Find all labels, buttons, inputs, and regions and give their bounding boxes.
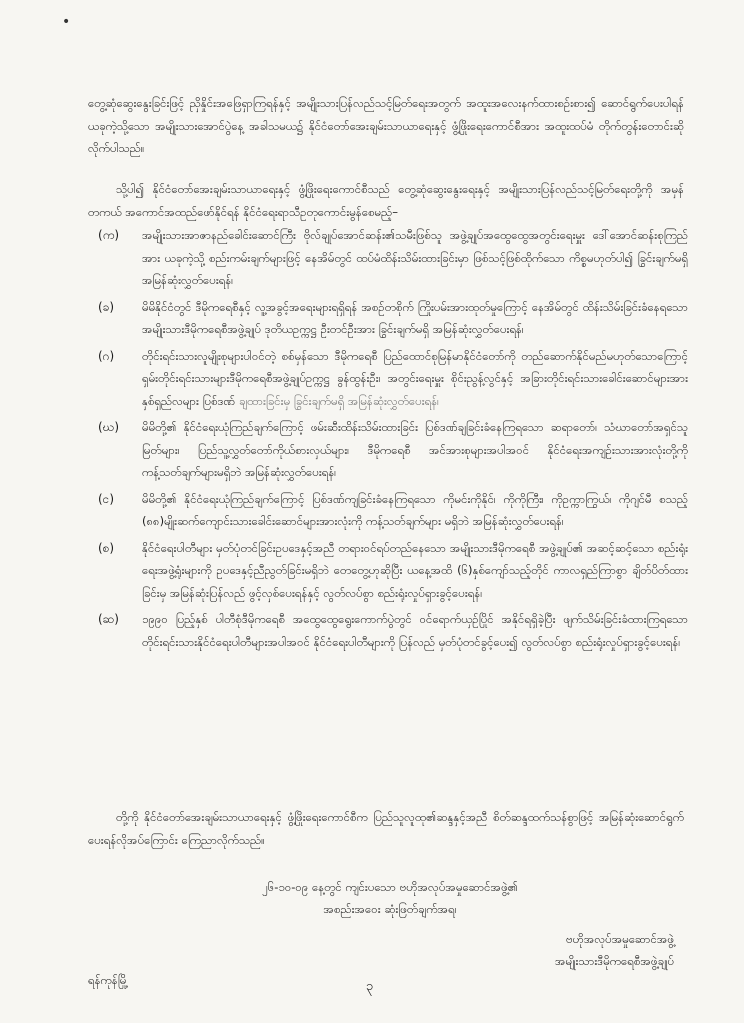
list-item	[88, 224, 688, 292]
list-item-number: (က)	[98, 228, 120, 242]
list-item-text: မိမိနိုင်ငံတွင် ဒီမိုကရေစီနှင့် လူ့အခွင့်အရေးများရရှိရန် အစဉ်တစိုက် ကြိုးပမ်းအားထုတ်မှုကြောင့် နေအိမ်တွင် ထိန်းသိမ်းခြင်းခံနေရသော အမျိုးသားဒီမိုကရေစီအဖွဲ့ချုပ် ဒုတိယဥက္ကဋ္ဌ ဦးတင်ဦးအား ခြွင်းချက်မရှိ အမြန်ဆုံးလွှတ်ပေးရန်၊	[142, 299, 688, 336]
list-item-number: (ဆ)	[98, 612, 119, 626]
list-item-number: (စ)	[98, 540, 115, 555]
list-item	[88, 608, 688, 653]
list-item	[88, 488, 688, 533]
list-item-number: (င)	[98, 491, 115, 506]
signature-line-2: အမျိုးသားဒီမိုကရေစီအဖွဲ့ချုပ်	[554, 954, 674, 968]
list-item-number: (ခ)	[98, 299, 115, 314]
dateline-line-2: အစည်းအဝေး ဆုံးဖြတ်ချက်အရ၊	[323, 902, 457, 916]
place-name: ရန်ကုန်မြို့	[88, 973, 129, 987]
list-item-number: (ဃ)	[98, 420, 120, 434]
dateline	[180, 876, 600, 920]
list-item-text: တိုင်းရင်းသားလူမျိုးစုများပါဝင်တဲ့ စစ်မှန်သော ဒီမိုကရေစီ ပြည်ထောင်စုမြန်မာနိုင်ငံတော်ကို တည်ဆောက်နိုင်မည်မဟုတ်သောကြောင့် ရှမ်းတိုင်းရင်းသားများဒီမိုကရေစီအဖွဲ့ချုပ်ဥက္ကဋ္ဌ ခွန်ထွန်းဦး၊ အတွင်းရေးမှူး စိုင်းညွန့်လွင်နှင့် အခြားတိုင်းရင်းသားခေါင်းဆောင်များအား နှစ်ရှည်လများ ပြစ်ဒဏ် ချထားခြင်းမှ ခြွင်းချက်မရှိ အမြန်ဆုံးလွှတ်ပေးရန်၊	[142, 348, 688, 408]
list-item	[88, 416, 688, 484]
list-item-text: အမျိုးသားအာဇာနည်ခေါင်းဆောင်ကြီး ဗိုလ်ချုပ်အောင်ဆန်း၏သမီးဖြစ်သူ အဖွဲ့ချုပ်အထွေထွေအတွင်းရေးမှူး ဒေါ်အောင်ဆန်းစုကြည်အား ယခုကဲ့သို့ စည်းကမ်းချက်များဖြင့် နေအိမ်တွင် ထပ်မံထိန်းသိမ်းထားခြင်းမှာ ဖြစ်သင့်ဖြစ်ထိုက်သော ကိစ္စမဟုတ်ပါ၍ ခြွင်းချက်မရှိ အမြန်ဆုံးလွှတ်ပေးရန်၊	[142, 228, 688, 287]
faded-text: ချထားခြင်းမှ ခြွင်းချက်မရှိ အမြန်ဆုံးလွှတ်ပေးရန်၊	[238, 393, 439, 408]
demands-list	[88, 224, 688, 657]
list-item	[88, 296, 688, 341]
list-item-text: မိမိတို့၏ နိုင်ငံရေးယုံကြည်ချက်ကြောင့် ပြစ်ဒဏ်ကျခြင်းခံနေကြရသော ကိုမင်းကိုနိုင်၊ ကိုကိုကြီး၊ ကိုဥက္ကာကြွယ်၊ ကိုဂျင်မီ စသည့် (၈၈)မျိုးဆက်ကျောင်းသားခေါင်းဆောင်များအားလုံးကို ကန့်သတ်ချက်များ မရှိဘဲ အမြန်ဆုံးလွှတ်ပေးရန်၊	[142, 491, 688, 528]
list-item	[88, 537, 688, 605]
intro-paragraph: တွေ့ဆုံဆွေးနွေးခြင်းဖြင့် ညှိနှိုင်းအဖြေရှာကြရန်နှင့် အမျိုးသားပြန်လည်သင့်မြတ်ရေးအတွက် အထူးအလေးနက်ထားစဉ်းစား၍ ဆောင်ရွက်ပေးပါရန် ယခုကဲ့သို့သော အမျိုးသားအောင်ပွဲနေ့ အခါသမယ၌ နိုင်ငံတော်အေးချမ်းသာယာရေးနှင့် ဖွံ့ဖြိုးရေးကောင်စီအား အထူးထပ်မံ တိုက်တွန်းတောင်းဆိုလိုက်ပါသည်။	[88, 96, 684, 155]
list-item-text: နိုင်ငံရေးပါတီများ မှတ်ပုံတင်ခြင်းဥပဒေနှင့်အညီ တရားဝင်ရပ်တည်နေသော အမျိုးသားဒီမိုကရေစီ အဖွဲ့ချုပ်၏ အဆင့်ဆင့်သော စည်းရုံးရေးအဖွဲ့ရုံးများကို ဥပဒေနှင့်ညီညွတ်ခြင်းမရှိဘဲ တေတွေ့ဟုဆိုပြီး ယနေ့အထိ (၆)နှစ်ကျော်သည့်တိုင် ကာလရှည်ကြာစွာ ချိတ်ပိတ်ထားခြင်းမှ အမြန်ဆုံးပြန်လည် ဖွင့်လှစ်ပေးရန်နှင့် လွတ်လပ်စွာ စည်းရုံးလှုပ်ရှားခွင့်ပေးရန်၊	[142, 540, 688, 600]
list-item-text: ၁၉၉၀ ပြည့်နှစ် ပါတီစုံဒီမိုကရေစီ အထွေထွေရွေးကောက်ပွဲတွင် ဝင်ရောက်ယှဉ်ပြိုင် အနိုင်ရရှိခဲ့ပြီး ဖျက်သိမ်းခြင်းခံထားကြရသော တိုင်းရင်းသားနိုင်ငံရေးပါတီများအပါအဝင် နိုင်ငံရေးပါတီများကို ပြန်လည် မှတ်ပုံတင်ခွင့်ပေး၍ လွတ်လပ်စွာ စည်းရုံးလှုပ်ရှားခွင့်ပေးရန်၊	[142, 612, 688, 649]
list-item-text: မိမိတို့၏ နိုင်ငံရေးယုံကြည်ချက်ကြောင့် ဖမ်းဆီးထိန်းသိမ်းထားခြင်း ပြစ်ဒဏ်ချခြင်းခံနေကြရသော ဆရာတော်၊ သံဃာတော်အရှင်သူမြတ်များ၊ ပြည်သူ့လွှတ်တော်ကိုယ်စားလှယ်များ၊ ဒီမိုကရေစီ အင်အားစုများအပါအဝင် နိုင်ငံရေးအကျဉ်းသားအားလုံးတို့ကို ကန့်သတ်ချက်များမရှိဘဲ အမြန်ဆုံးလွှတ်ပေးရန်၊	[142, 420, 688, 479]
list-item	[88, 345, 688, 413]
corner-mark: •	[62, 14, 71, 30]
dateline-line-1: ၂၆-၁၀-၀၉ နေ့တွင် ကျင်းပသော ဗဟိုအလုပ်အမှုဆောင်အဖွဲ့၏	[262, 880, 518, 894]
lead-paragraph: သို့ပါ၍ နိုင်ငံတော်အေးချမ်းသာယာရေးနှင့် ဖွံ့ဖြိုးရေးကောင်စီသည် တွေ့ဆုံဆွေးနွေးရေးနှင့် အမျိုးသားပြန်လည်သင့်မြတ်ရေးတို့ကို အမှန်တကယ် အကောင်အထည်ဖော်နိုင်ရန် နိုင်ငံရေးရာသီဥတုကောင်းမွန်စေမည့်–	[88, 182, 684, 219]
closing-paragraph: တို့ကို နိုင်ငံတော်အေးချမ်းသာယာရေးနှင့် ဖွံ့ဖြိုးရေးကောင်စီက ပြည်သူလူထု၏ဆန္ဒနှင့်အညီ စိတ်ဆန္ဒထက်သန်စွာဖြင့် အမြန်ဆုံးဆောင်ရွက်ပေးရန်လိုအပ်ကြောင်း ကြေညာလိုက်သည်။	[88, 810, 684, 847]
signature-block	[555, 928, 674, 972]
signature-line-1: ဗဟိုအလုပ်အမှုဆောင်အဖွဲ့	[566, 932, 674, 946]
page-number: ၃	[366, 979, 374, 994]
list-item-number: (ဂ)	[98, 348, 115, 363]
